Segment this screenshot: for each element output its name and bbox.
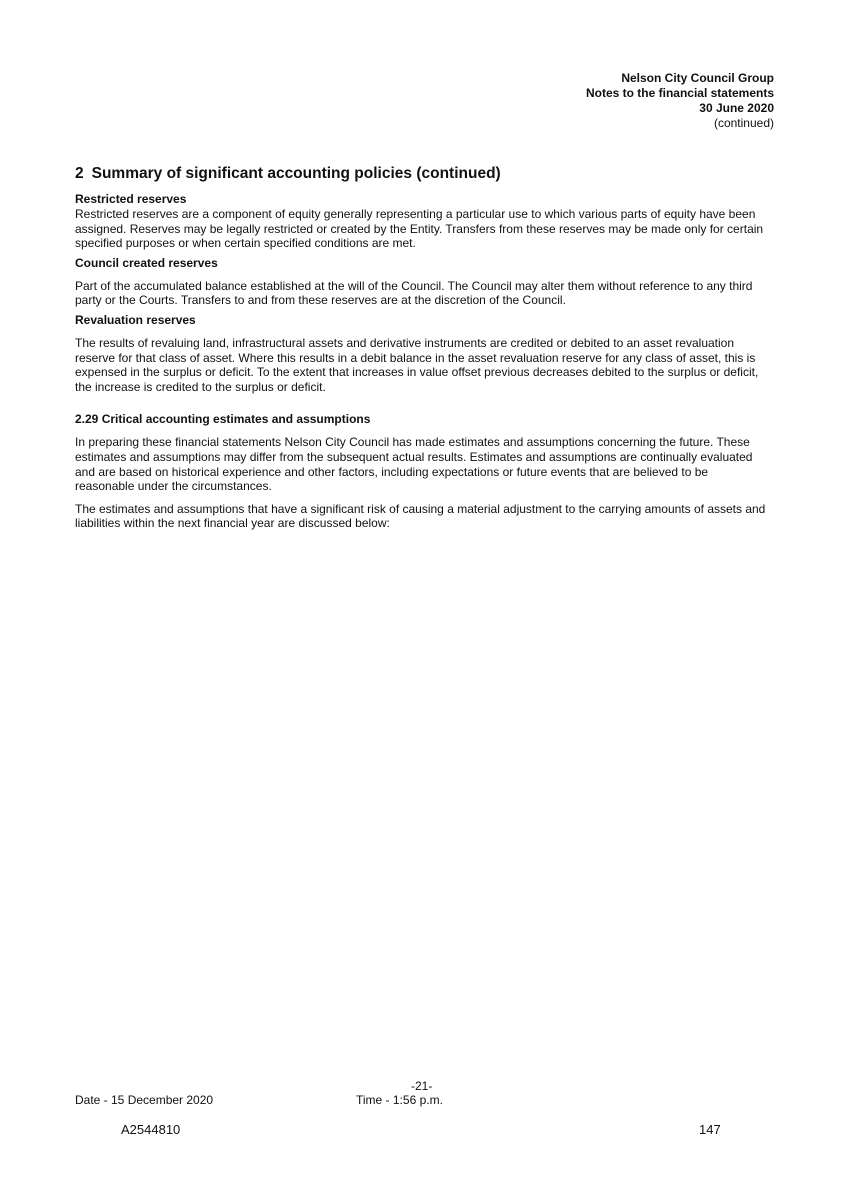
main-content (75, 164, 769, 531)
page-header (586, 71, 774, 131)
critical-estimates-paragraph-1: In preparing these financial statements Nelson City Council has made estimates and assumptions concerning the future. These estimates and assumptions may differ from the subsequent actual results. Estimates and assumptions are continually evaluated and are based on historical experience and other factors, including expectations or future events that are believed to be reasonable under the circumstances. (75, 435, 753, 494)
document-reference: A2544810 (121, 1122, 181, 1137)
council-reserves-text: Part of the accumulated balance established at the will of the Council. The Council may alter them without reference to any third party or the Courts. Transfers to and from these reserves are at the discretion of the Council. (75, 278, 753, 308)
section-number: 2 (75, 165, 84, 182)
report-date: 30 June 2020 (699, 101, 774, 115)
critical-estimates-heading: 2.29 Critical accounting estimates and assumptions (75, 412, 371, 427)
document-subtitle: Notes to the financial statements (585, 86, 774, 100)
revaluation-reserves-heading: Revaluation reserves (75, 312, 196, 327)
council-reserves-heading: Council created reserves (75, 255, 218, 270)
footer-page-number: 147 (699, 1122, 721, 1137)
revaluation-reserves-text: The results of revaluing land, infrastructural assets and derivative instruments are credited or debited to an asset revaluation reserve for that class of asset. Where this results in a debit balance in the asset revaluation reserve for any class of asset, this is expensed in the surplus or deficit. To the extent that increases in value offset previous decreases debited to the surplus or deficit, the increase is credited to the surplus or deficit. (75, 335, 759, 394)
restricted-reserves-heading: Restricted reserves (75, 192, 187, 206)
footer-date: Date - 15 December 2020 (75, 1093, 214, 1107)
org-name: Nelson City Council Group (621, 71, 774, 85)
critical-estimates-paragraph-2: The estimates and assumptions that have a significant risk of causing a material adjustment to the carrying amounts of assets and liabilities within the next financial year are discussed below: (75, 501, 766, 531)
section-title (75, 164, 769, 184)
continued-label: (continued) (713, 116, 774, 130)
footer-time: Time - 1:56 p.m. (356, 1093, 443, 1107)
page-number-text: -21- (411, 1079, 433, 1093)
restricted-reserves-text: Restricted reserves are a component of equity generally representing a particular use to which various parts of equity have been assigned. Reserves may be legally restricted or created by the Entity. Transfers from these reserves may be made only for certain specified purposes or when certain specified conditions are met. (75, 207, 764, 251)
section-title-text: Summary of significant accounting policies (continued) (91, 165, 501, 182)
